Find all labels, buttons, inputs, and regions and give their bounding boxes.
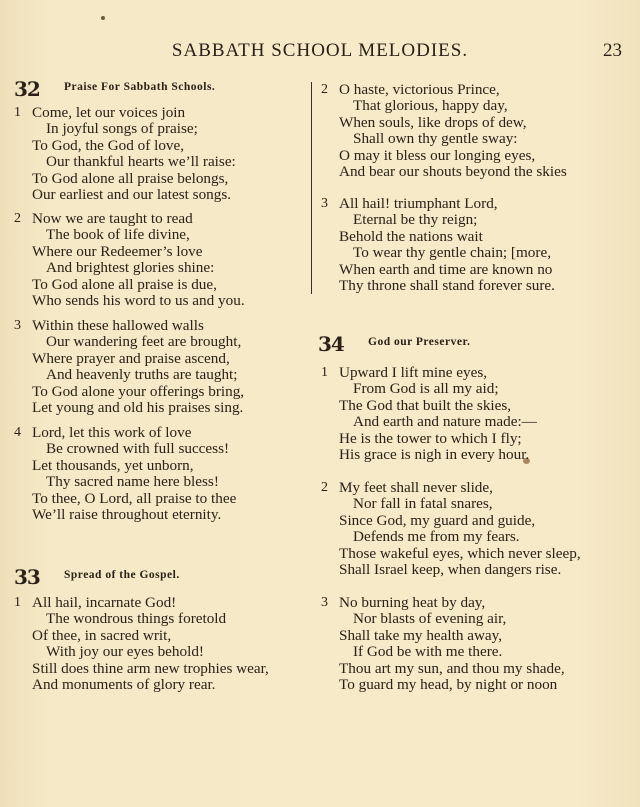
verse-line: Nor fall in fatal snares, <box>353 495 493 513</box>
verse-line: Shall own thy gentle sway: <box>353 130 518 148</box>
verse-line: All hail, incarnate God! <box>32 594 177 611</box>
verse-number: 3 <box>14 318 21 333</box>
verse-line: To thee, O Lord, all praise to thee <box>32 489 237 507</box>
verse-number: 2 <box>321 82 328 97</box>
verse-line: Those wakeful eyes, which never sleep, <box>339 544 581 562</box>
verse-line: Let young and old his praises sing. <box>32 399 244 417</box>
hymn-title: God our Preserver. <box>368 336 471 348</box>
verse-line: When earth and time are known no <box>339 260 553 278</box>
verse-line: In joyful songs of praise; <box>46 120 198 138</box>
verse-line: Now we are taught to read <box>32 210 193 227</box>
hymn-number: 34 <box>318 332 344 356</box>
verse-line: To God alone your offerings bring, <box>32 382 245 400</box>
verse-number: 1 <box>321 365 328 380</box>
verse-line: My feet shall never slide, <box>339 479 493 496</box>
verse-line: To God alone all praise belongs, <box>32 169 229 187</box>
verse-line: To God alone all praise is due, <box>32 275 217 293</box>
verse-line: Who sends his word to us and you. <box>32 292 245 310</box>
verse-line: Defends me from my fears. <box>353 528 520 546</box>
verse-line: We’ll raise throughout eternity. <box>32 506 222 524</box>
verse-line: When souls, like drops of dew, <box>339 113 527 131</box>
verse-line: Our earliest and our latest songs. <box>32 186 232 204</box>
ink-speck <box>101 16 105 20</box>
verse-number: 2 <box>321 480 328 495</box>
verse-line: And heavenly truths are taught; <box>46 366 238 384</box>
verse-line: Thy sacred name here bless! <box>46 473 219 491</box>
verse-number: 2 <box>14 211 21 226</box>
verse-line: Thy throne shall stand forever sure. <box>339 277 555 295</box>
verse-line: O haste, victorious Prince, <box>339 81 500 98</box>
verse-line: From God is all my aid; <box>353 380 499 398</box>
verse-line: Eternal be thy reign; <box>353 211 478 229</box>
verse-line: Still does thine arm new trophies wear, <box>32 659 269 677</box>
verse-line: Upward I lift mine eyes, <box>339 364 488 381</box>
verse-line: Where prayer and praise ascend, <box>32 349 230 367</box>
verse-number: 3 <box>321 595 328 610</box>
verse-line: No burning heat by day, <box>339 594 486 611</box>
verse-line: Thou art my sun, and thou my shade, <box>339 659 565 677</box>
column-divider <box>311 82 312 294</box>
verse-line: O may it bless our longing eyes, <box>339 146 536 164</box>
verse-line: With joy our eyes behold! <box>46 643 204 661</box>
hymn-number: 32 <box>14 77 40 101</box>
verse-line: And brightest glories shine: <box>46 259 215 277</box>
verse-line: The book of life divine, <box>46 226 190 244</box>
verse-line: Nor blasts of evening air, <box>353 610 507 628</box>
verse-line: If God be with me there. <box>353 643 503 661</box>
verse-line: Of thee, in sacred writ, <box>32 626 172 644</box>
verse-number: 3 <box>321 196 328 211</box>
verse-line: Come, let our voices join <box>32 104 186 121</box>
verse-line: Behold the nations wait <box>339 227 483 245</box>
verse-line: Our thankful hearts we’ll raise: <box>46 153 236 171</box>
hymn-number: 33 <box>14 565 40 589</box>
verse-line: He is the tower to which I fly; <box>339 429 522 447</box>
verse-line: To God, the God of love, <box>32 136 185 154</box>
verse-line: To guard my head, by night or noon <box>339 676 558 694</box>
verse-line: Lord, let this work of love <box>32 424 192 441</box>
verse-line: And monuments of glory rear. <box>32 676 216 694</box>
verse-line: Be crowned with full success! <box>46 440 230 458</box>
hymn-title: Praise For Sabbath Schools. <box>64 81 216 93</box>
running-head: SABBATH SCHOOL MELODIES. <box>171 40 469 61</box>
verse-line: The God that built the skies, <box>339 396 512 414</box>
verse-line: Since God, my guard and guide, <box>339 511 536 529</box>
verse-line: Within these hallowed walls <box>32 317 204 334</box>
verse-line: That glorious, happy day, <box>353 97 508 115</box>
verse-line: And bear our shouts beyond the skies <box>339 163 567 181</box>
verse-number: 4 <box>14 425 21 440</box>
verse-line: Our wandering feet are brought, <box>46 333 242 351</box>
hymn-title: Spread of the Gospel. <box>64 569 180 581</box>
verse-line: Where our Redeemer’s love <box>32 242 203 260</box>
verse-line: All hail! triumphant Lord, <box>339 195 498 212</box>
verse-line: The wondrous things foretold <box>46 610 227 628</box>
verse-line: His grace is nigh in every hour. <box>339 446 530 464</box>
verse-line: Shall take my health away, <box>339 626 503 644</box>
verse-line: Let thousands, yet unborn, <box>32 456 194 474</box>
page-number: 23 <box>603 40 622 61</box>
verse-number: 1 <box>14 105 21 120</box>
verse-line: And earth and nature made:— <box>353 413 537 431</box>
verse-number: 1 <box>14 595 21 610</box>
verse-line: Shall Israel keep, when dangers rise. <box>339 561 562 579</box>
verse-line: To wear thy gentle chain; [more, <box>353 244 551 262</box>
